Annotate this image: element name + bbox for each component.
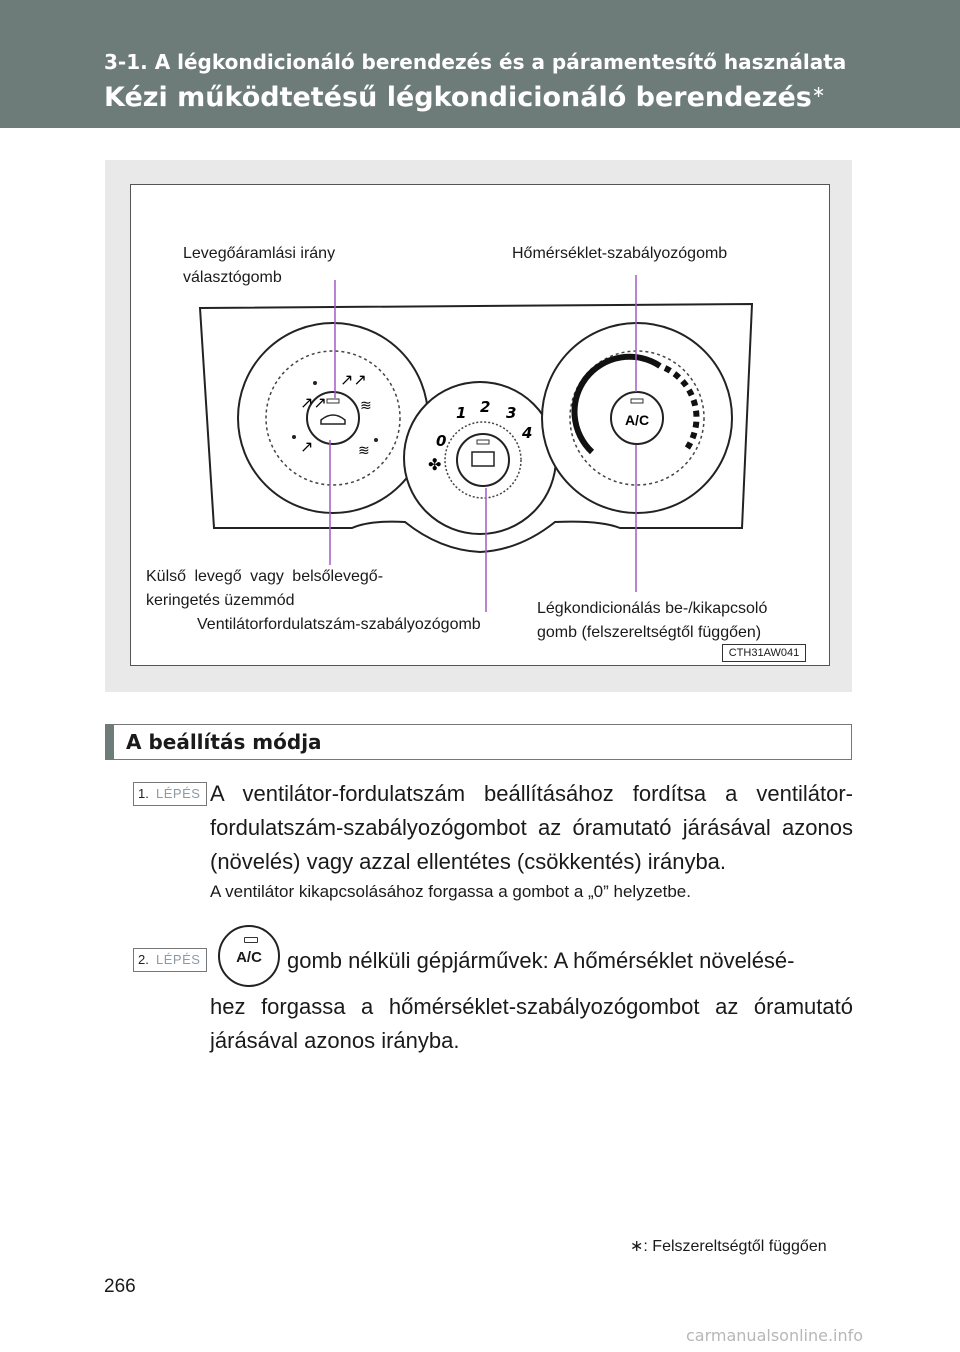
- ac-led-icon: [244, 937, 258, 943]
- label-recirc-line2: keringetés üzemmód: [146, 592, 295, 609]
- svg-text:↗: ↗: [300, 437, 314, 456]
- label-airflow-line1: Levegőáramlási irány: [183, 245, 336, 262]
- label-ac-switch: [537, 597, 767, 645]
- footnote: ∗: Felszereltségtől függően: [630, 1238, 827, 1255]
- step-1-text: A ventilátor-fordulatszám beállításához fordítsa a ventilátor-fordulatszám-szabályozógombot az óramutató járásával azonos (növelés) vagy azzal ellentétes (csökkentés) irányba.: [210, 781, 853, 874]
- ac-button-icon: [218, 925, 280, 987]
- section-heading-text: A beállítás módja: [126, 730, 322, 754]
- svg-text:↗↗: ↗↗: [300, 393, 327, 412]
- step-2-text-rest: hez forgassa a hőmérséklet-szabályozógombot az óramutató járásával azonos irányba.: [210, 994, 853, 1053]
- temperature-dial: [542, 323, 732, 513]
- label-airflow-line2: választógomb: [183, 269, 282, 286]
- label-ac-line1: Légkondicionálás be-/kikapcsoló: [537, 600, 768, 617]
- step-1-note: A ventilátor kikapcsolásához forgassa a gombot a „0” helyzetbe.: [210, 882, 691, 901]
- step-2-number: 2.: [138, 952, 149, 967]
- step-1-word: LÉPÉS: [156, 786, 201, 801]
- asterisk-mark: ∗: [811, 82, 826, 101]
- section-title: 3-1. A légkondicionáló berendezés és a páramentesítő használata: [104, 50, 847, 74]
- fan-dial-3: 3: [506, 404, 517, 422]
- svg-text:≋: ≋: [358, 443, 370, 459]
- ac-icon-label: A/C: [236, 949, 262, 966]
- ac-button-label: A/C: [624, 412, 650, 428]
- svg-text:≋: ≋: [360, 398, 372, 414]
- step-2-badge: [133, 948, 207, 972]
- step-2-text-first: gomb nélküli gépjárművek: A hőmérséklet növelésé-: [287, 948, 795, 973]
- label-ac-line2: gomb (felszereltségtől függően): [537, 624, 762, 641]
- step-1-number: 1.: [138, 786, 149, 801]
- fan-dial-1: 1: [456, 404, 467, 422]
- label-recirc-line1: Külső levegő vagy belsőlevegő-: [146, 568, 384, 585]
- watermark: carmanualsonline.info: [686, 1326, 864, 1345]
- step-1-badge: [133, 782, 207, 806]
- fan-dial-2: 2: [480, 398, 491, 416]
- page-number: 266: [104, 1276, 136, 1297]
- fan-dial-0: 0: [436, 432, 447, 450]
- fan-icon: ✤: [428, 455, 442, 474]
- label-airflow-selector: [183, 242, 335, 290]
- figure-code: CTH31AW041: [722, 644, 806, 662]
- airflow-selector-dial: [238, 323, 428, 513]
- section-heading: [105, 724, 852, 760]
- label-temperature-knob: Hőmérséklet-szabályozógomb: [512, 245, 728, 262]
- fan-dial-4: 4: [522, 424, 533, 442]
- label-fan-speed: Ventilátorfordulatszám-szabályozógomb: [197, 616, 481, 633]
- label-recirculation: [146, 565, 383, 613]
- page-title-text: Kézi működtetésű légkondicionáló berendezés: [104, 82, 812, 113]
- fan-speed-dial: [404, 382, 556, 534]
- section-heading-bar: [106, 725, 114, 759]
- svg-text:↗↗: ↗↗: [340, 370, 367, 389]
- step-2-word: LÉPÉS: [156, 952, 201, 967]
